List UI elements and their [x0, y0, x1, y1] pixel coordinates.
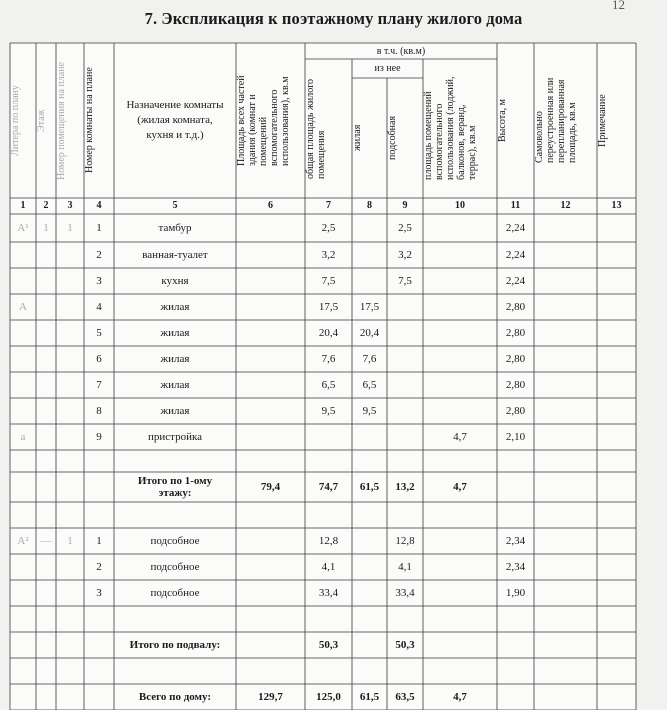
- cell-c5: тамбур: [158, 222, 192, 234]
- cell-c7: 3,2: [321, 249, 336, 261]
- cell-c11: 2,80: [505, 327, 526, 339]
- cell-c6: 79,4: [260, 481, 281, 493]
- col-number-8: 8: [367, 200, 372, 211]
- cell-c11: 2,24: [505, 222, 526, 234]
- cell-c10: 4,7: [453, 481, 467, 493]
- cell-c9: 3,2: [398, 249, 412, 261]
- cell-c11: 2,34: [505, 561, 526, 573]
- cell-c4: 1: [96, 222, 102, 234]
- cell-c9: 7,5: [398, 275, 412, 287]
- cell-c8: 6,5: [362, 379, 377, 391]
- cell-c7: 50,3: [318, 639, 339, 651]
- cell-c11: 2,24: [505, 275, 526, 287]
- cell-c7: 125,0: [316, 691, 341, 703]
- cell-c11: 2,80: [505, 405, 526, 417]
- col13-header: Примечание: [597, 94, 608, 147]
- vtch-label: в т.ч. (кв.м): [376, 46, 426, 57]
- col-number-1: 1: [20, 200, 26, 211]
- cell-c2: 1: [43, 222, 49, 234]
- cell-c9: 33,4: [395, 587, 415, 599]
- cell-c11: 2,80: [505, 301, 526, 313]
- cell-c7: 7,5: [321, 275, 336, 287]
- col2-header: Этаж: [36, 109, 47, 132]
- col-number-11: 11: [510, 200, 521, 211]
- cell-c11: 2,80: [505, 353, 526, 365]
- cell-c1: а: [20, 431, 26, 443]
- cell-c1: А²: [17, 535, 29, 547]
- cell-c11: 2,24: [505, 249, 526, 261]
- cell-c7: 20,4: [318, 327, 339, 339]
- col4-header: Номер комнаты на плане: [84, 67, 95, 174]
- cell-c5: жилая: [160, 379, 190, 391]
- cell-c10: 4,7: [453, 431, 467, 443]
- cell-c5: жилая: [160, 301, 190, 313]
- cell-c8: 9,5: [362, 405, 377, 417]
- cell-c7: 74,7: [318, 481, 339, 493]
- cell-c4: 7: [96, 379, 102, 391]
- cell-c4: 2: [96, 249, 102, 261]
- col6-header: Площадь всех частей здания (комнат и помещений вспомогательного использования), кв.м: [236, 75, 291, 166]
- col-number-7: 7: [326, 200, 331, 211]
- cell-c9: 50,3: [395, 639, 415, 651]
- cell-c8: 61,5: [359, 691, 380, 703]
- cell-c7: 6,5: [321, 379, 336, 391]
- cell-c4: 9: [96, 431, 102, 443]
- cell-c5: пристройка: [147, 431, 203, 443]
- col11-header: Высота, м: [497, 99, 508, 142]
- cell-c9: 4,1: [398, 561, 412, 573]
- col10-header: площадь помещений вспомогательного использования (лоджий, балконов, веранд, террас), кв.м: [423, 76, 478, 181]
- cell-c9: 13,2: [395, 481, 415, 493]
- cell-c5: жилая: [160, 353, 190, 365]
- cell-c11: 2,80: [505, 379, 526, 391]
- cell-c3: 1: [67, 222, 73, 234]
- col-number-6: 6: [268, 200, 273, 211]
- col-number-5: 5: [172, 200, 178, 211]
- cell-c4: 3: [96, 587, 102, 599]
- cell-c5: жилая: [160, 405, 190, 417]
- cell-c7: 2,5: [321, 222, 336, 234]
- iz-nee-label: из нее: [374, 63, 401, 74]
- col8-header: жилая: [352, 124, 363, 152]
- cell-c4: 4: [96, 301, 102, 313]
- col5-header: Назначение комнаты (жилая комната, кухня и т.д.): [126, 99, 224, 141]
- cell-c11: 2,10: [505, 431, 526, 443]
- col-number-12: 12: [560, 200, 571, 211]
- col-number-4: 4: [96, 200, 102, 211]
- col3-header: Номер помещения на плане: [56, 61, 67, 180]
- col-number-10: 10: [455, 200, 465, 211]
- cell-c9: 2,5: [398, 222, 412, 234]
- cell-c4: 8: [96, 405, 102, 417]
- cell-c6: 129,7: [258, 691, 283, 703]
- cell-c5: подсобное: [150, 587, 200, 599]
- cell-c8: 17,5: [359, 301, 380, 313]
- cell-c8: 61,5: [359, 481, 380, 493]
- cell-c5: Итого по 1-ому этажу:: [137, 475, 213, 499]
- cell-c7: 4,1: [321, 561, 336, 573]
- cell-c11: 2,34: [505, 535, 526, 547]
- cell-c4: 6: [96, 353, 102, 365]
- col1-header: Литера по плану: [10, 85, 21, 156]
- cell-c5: жилая: [160, 327, 190, 339]
- col9-header: подсобная: [387, 115, 398, 161]
- col-number-13: 13: [611, 200, 622, 211]
- cell-c1: А¹: [17, 222, 29, 234]
- cell-c5: кухня: [161, 275, 189, 287]
- cell-c7: 12,8: [318, 535, 339, 547]
- cell-c2: —: [40, 535, 52, 547]
- cell-c4: 5: [96, 327, 102, 339]
- cell-c5: подсобное: [150, 561, 200, 573]
- cell-c8: 7,6: [362, 353, 377, 365]
- cell-c7: 7,6: [321, 353, 336, 365]
- cell-c5: ванная-туалет: [142, 249, 208, 261]
- page-number: 12: [612, 0, 625, 12]
- col12-header: Самовольно переустроенная или перепланированная площадь, кв.м: [534, 77, 578, 164]
- col7-header: общая площадь жилого помещения: [305, 78, 327, 179]
- cell-c5: Всего по дому:: [138, 691, 212, 703]
- cell-c3: 1: [67, 535, 73, 547]
- cell-c1: А: [19, 301, 27, 313]
- col-number-3: 3: [67, 200, 73, 211]
- cell-c5: подсобное: [150, 535, 200, 547]
- cell-c11: 1,90: [505, 587, 526, 599]
- cell-c4: 2: [96, 561, 102, 573]
- cell-c10: 4,7: [453, 691, 467, 703]
- cell-c5: Итого по подвалу:: [129, 639, 221, 651]
- col-number-2: 2: [43, 200, 49, 211]
- cell-c7: 17,5: [318, 301, 339, 313]
- cell-c7: 9,5: [321, 405, 336, 417]
- cell-c9: 12,8: [395, 535, 415, 547]
- col-number-9: 9: [402, 200, 408, 211]
- cell-c4: 1: [96, 535, 102, 547]
- page-title: 7. Экспликация к поэтажному плану жилого дома: [144, 9, 523, 28]
- cell-c9: 63,5: [395, 691, 415, 703]
- cell-c7: 33,4: [318, 587, 339, 599]
- cell-c4: 3: [96, 275, 102, 287]
- cell-c8: 20,4: [359, 327, 380, 339]
